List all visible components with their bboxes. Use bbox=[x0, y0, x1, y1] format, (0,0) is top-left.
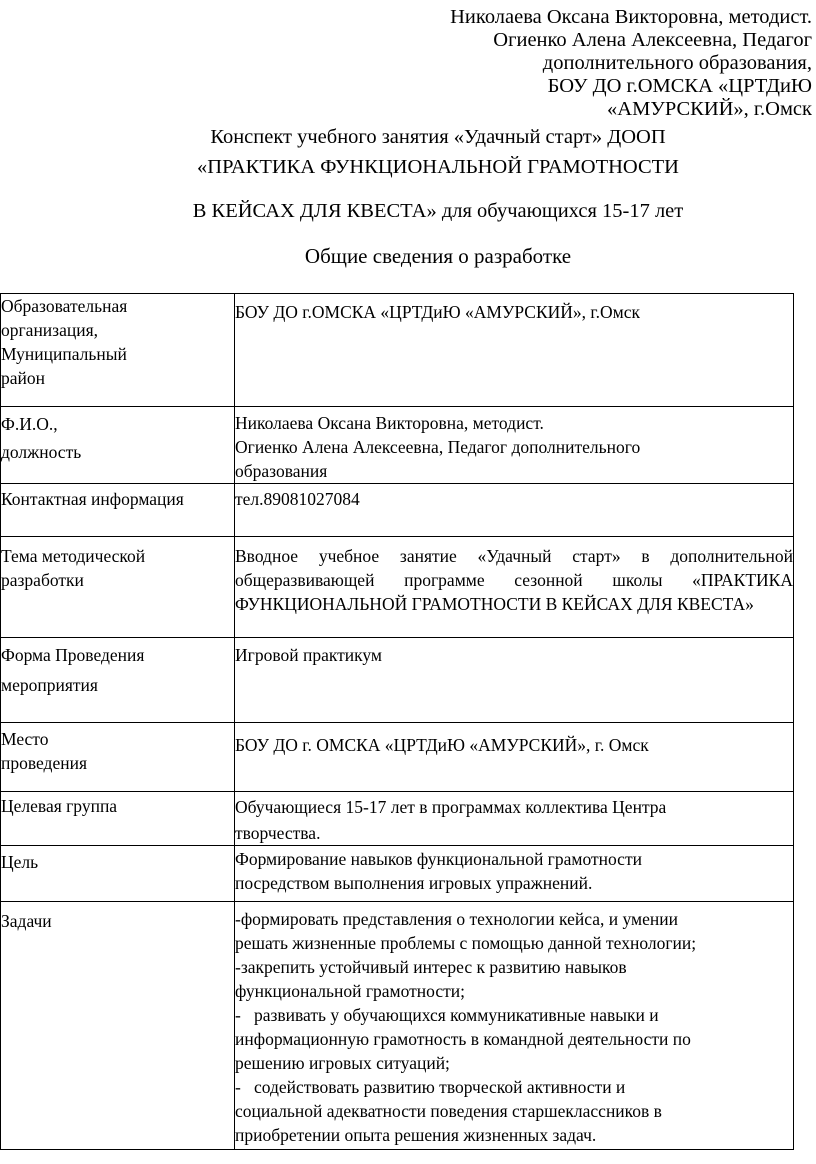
header-line: Огиенко Алена Алексеевна, Педагог bbox=[493, 29, 812, 51]
table-row bbox=[1, 537, 794, 638]
row-value-venue: БОУ ДО г. ОМСКА «ЦРТДиЮ «АМУРСКИЙ», г. Омск bbox=[235, 723, 794, 792]
table-row bbox=[1, 792, 794, 846]
row-value-goal: Формирование навыков функциональной грамотности посредством выполнения игровых упражнений. bbox=[235, 846, 794, 902]
row-value-target-group: Обучающиеся 15-17 лет в программах коллектива Центра творчества. bbox=[235, 792, 794, 846]
document-title-line-3: В КЕЙСАХ ДЛЯ КВЕСТА» для обучающихся 15-17 лет bbox=[192, 200, 684, 222]
info-table bbox=[0, 293, 794, 1150]
table-row bbox=[1, 846, 794, 902]
section-heading: Общие сведения о разработке bbox=[304, 244, 572, 268]
document-title-line-2: «ПРАКТИКА ФУНКЦИОНАЛЬНОЙ ГРАМОТНОСТИ bbox=[197, 156, 679, 178]
row-value-organization: БОУ ДО г.ОМСКА «ЦРТДиЮ «АМУРСКИЙ», г.Омск bbox=[235, 294, 794, 407]
document-title-line-1: Конспект учебного занятия «Удачный старт» ДООП bbox=[210, 126, 666, 148]
table-row bbox=[1, 638, 794, 723]
row-label-venue: Место проведения bbox=[1, 723, 235, 792]
table-row bbox=[1, 294, 794, 407]
row-value-topic: Вводное учебное занятие «Удачный старт» в дополнительной общеразвивающей программе сезонной школы «ПРАКТИКА ФУНКЦИОНАЛЬНОЙ ГРАМОТНОСТИ В КЕЙСАХ ДЛЯ КВЕСТА» bbox=[235, 537, 794, 638]
row-value-fio: Николаева Оксана Викторовна, методист. Огиенко Алена Алексеевна, Педагог дополнительного образования bbox=[235, 407, 794, 484]
row-label-target-group: Целевая группа bbox=[1, 792, 235, 846]
row-value-tasks: -формировать представления о технологии кейса, и умении решать жизненные проблемы с помощью данной технологии; -закрепить устойчивый интерес к развитию навыков функциональной грамотности; - развивать у обучающихся коммуникативные навыки и информационную грамотность в командной деятельности по решению игровых ситуаций; - содействовать развитию творческой активности и социальной адекватности поведения старшеклассников в приобретении опыта решения жизненных задач. bbox=[235, 902, 794, 1150]
row-label-tasks: Задачи bbox=[1, 902, 235, 1150]
header-line: БОУ ДО г.ОМСКА «ЦРТДиЮ bbox=[547, 75, 812, 97]
header-line: дополнительного образования, bbox=[542, 52, 812, 74]
header-line: «АМУРСКИЙ», г.Омск bbox=[607, 98, 812, 120]
row-label-fio: Ф.И.О., должность bbox=[1, 407, 235, 484]
table-row bbox=[1, 723, 794, 792]
table-row bbox=[1, 407, 794, 484]
author-header bbox=[450, 6, 812, 121]
row-label-topic: Тема методической разработки bbox=[1, 537, 235, 638]
row-label-organization: Образовательная организация, Муниципальный район bbox=[1, 294, 235, 407]
header-line: Николаева Оксана Викторовна, методист. bbox=[450, 6, 812, 28]
row-value-contact: тел.89081027084 bbox=[235, 484, 794, 537]
row-label-form: Форма Проведения мероприятия bbox=[1, 638, 235, 723]
row-label-goal: Цель bbox=[1, 846, 235, 902]
table-row bbox=[1, 484, 794, 537]
row-label-contact: Контактная информация bbox=[1, 484, 235, 537]
table-row bbox=[1, 902, 794, 1150]
row-value-form: Игровой практикум bbox=[235, 638, 794, 723]
